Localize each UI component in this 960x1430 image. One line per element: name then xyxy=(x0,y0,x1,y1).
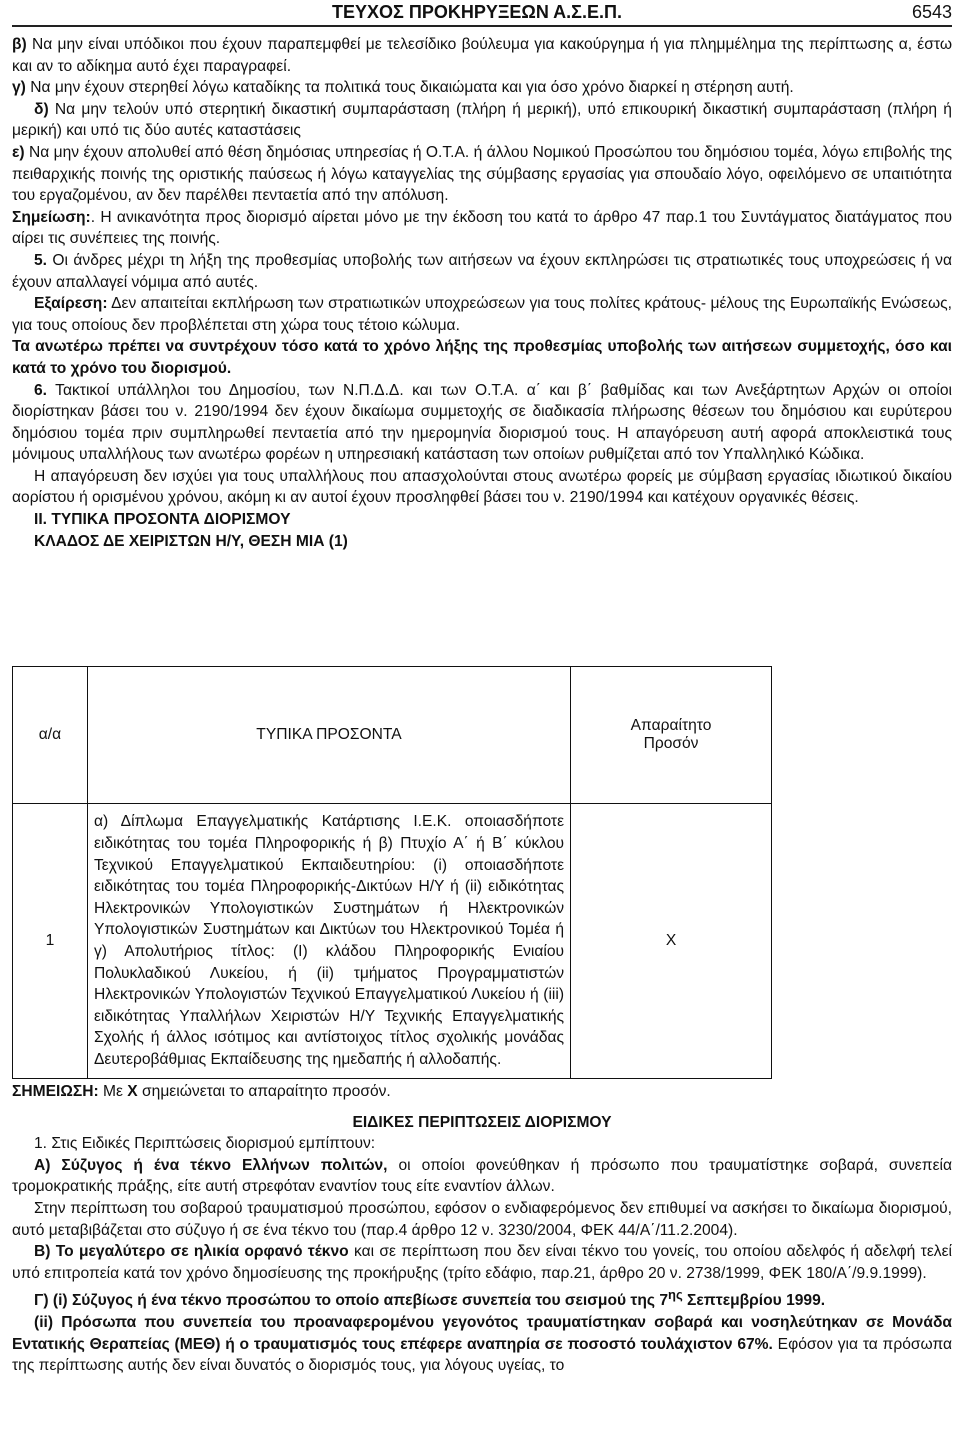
table-row xyxy=(13,804,772,1079)
paragraph-5: 5. Οι άνδρες μέχρι τη λήξη της προθεσμίας υποβολής των αιτήσεων να έχουν εκπληρώσει τις στρατιωτικές τους υποχρεώσεις ή να έχουν απαλλαγεί νόμιμα από αυτές. xyxy=(12,251,952,291)
row-qualification-text: α) Δίπλωμα Επαγγελματικής Κατάρτισης Ι.Ε.Κ. οποιασδήποτε ειδικότητας του τομέα Πληροφορικής ή β) Πτυχίο Α΄ ή Β΄ κύκλου Τεχνικού Επαγγελματικού Εκπαιδευτηρίου: (i) οποιασδήποτε ειδικότητας του τομέα Πληροφορικής-Δικτύων Η/Υ ή (ii) ειδικότητας Ηλεκτρονικών Υπολογιστικών Συστημάτων ή Ηλεκτρονικών Υπολογιστικών Συστημάτων και Δικτύων του Ηλεκτρονικού Τομέα ή γ) Απολυτήριος τίτλος: (I) κλάδου Πληροφορικής Ενιαίου Πολυκλαδικού Λυκείου, ή (ii) τμήματος Προγραμματιστών Ηλεκτρονικών Υπολογιστών Τεχνικού Επαγγελματικού Λυκείου ή (iii) ειδικότητας Υπαλλήλων Χειριστών Η/Υ Τεχνικής Επαγγελματικής Σχολής ή άλλος ισότιμος και αντίστοιχος τίτλος σχολικής μονάδας Δευτεροβάθμιας Εκπαίδευσης της ημεδαπής ή αλλοδαπής. xyxy=(87,804,570,1079)
paragraph-e: ε) Να μην έχουν απολυθεί από θέση δημόσιας υπηρεσίας ή Ο.Τ.Α. ή άλλου Νομικού Προσώπου του δημόσιου τομέα, λόγω επιβολής της πειθαρχικής ποινής της οριστικής παύσεως ή λόγω καταγγελίας της σύμβασης εργασίας για σπουδαίο λόγο, οφειλόμενο σε υπαιτιότητα του εργαζομένου, αν δεν παρέλθει πενταετία από την απόλυση. xyxy=(12,143,952,205)
header-rule xyxy=(12,25,952,27)
running-header xyxy=(12,0,952,22)
header-main: ΤΥΠΙΚΑ ΠΡΟΣΟΝΤΑ xyxy=(87,667,570,804)
paragraph-d: δ) Να μην τελούν υπό στερητική δικαστική συμπαράσταση (πλήρη ή μερική), υπό επικουρική δικαστική συμπαράσταση (πλήρη ή μερική) και υπό τις δύο αυτές καταστάσεις xyxy=(12,100,952,140)
paragraph-6: 6. Τακτικοί υπάλληλοι του Δημοσίου, των Ν.Π.Δ.Δ. και των Ο.Τ.Α. α΄ και β΄ βαθμίδας και των Ανεξάρτητων Αρχών οι οποίοι διορίστηκαν βάσει του ν. 2190/1994 δεν έχουν δικαίωμα συμμετοχής σε διαδικασία πλήρωσης θέσεων του δημόσιου και ευρύτερου δημόσιου τομέα πριν συμπληρωθεί πενταετία από την ημερομηνία διορισμού τους. Η απαγόρευση αυτή αφορά αποκλειστικά τους μόνιμους υπαλλήλους των ανωτέρω φορέων η υπηρεσιακή κατάσταση των οποίων ρυθμίζεται από τον Υπαλληλικό Κώδικα. xyxy=(12,381,952,464)
special-intro: 1. Στις Ειδικές Περιπτώσεις διορισμού εμπίπτουν: xyxy=(34,1135,376,1153)
special-a2: Στην περίπτωση του σοβαρού τραυματισμού προσώπου, εφόσον ο ενδιαφερόμενος δεν επιθυμεί να ασκήσει το δικαίωμα διορισμού, αυτό μεταβιβάζεται στο σύζυγο ή σε ένα τέκνο του (παρ.4 άρθρο 12 ν. 3230/2004, ΦΕΚ 44/Α΄/11.2.2004). xyxy=(12,1199,952,1239)
section-title: ΙΙ. ΤΥΠΙΚΑ ΠΡΟΣΟΝΤΑ ΔΙΟΡΙΣΜΟΥ xyxy=(34,511,291,529)
table-note: ΣΗΜΕΙΩΣΗ: Με Χ σημειώνεται το απαραίτητο προσόν. xyxy=(12,1083,391,1100)
row-required-mark: Χ xyxy=(571,804,772,1079)
special-a: Α) Σύζυγος ή ένα τέκνο Ελλήνων πολιτών, οι οποίοι φονεύθηκαν ή πρόσωπο που τραυματίστηκε σοβαρά, συνεπεία τρομοκρατικής πράξης, είτε αυτή στρεφόταν εναντίον τους είτε εναντίον άλλων. xyxy=(12,1156,952,1196)
bold-requirement: Τα ανωτέρω πρέπει να συντρέχουν τόσο κατά το χρόνο λήξης της προθεσμίας υποβολής των αιτήσεων συμμετοχής, όσο και κατά το χρόνο του διορισμού. xyxy=(12,338,952,377)
special-b: Β) Το μεγαλύτερο σε ηλικία ορφανό τέκνο και σε περίπτωση που δεν είναι τέκνο του γονείς, του οποίου αδελφός ή αδελφή τελεί υπό επιτροπεία κατά τον χρόνο δημοσίευσης της προκήρυξης (τρίτο εδάφιο, παρ.21, άρθρο 20 ν. 2738/1999, ΦΕΚ 180/Α΄/9.9.1999). xyxy=(12,1243,952,1282)
note-1: Σημείωση:. Η ανικανότητα προς διορισμό αίρεται μόνο με την έκδοση του κατά το άρθρο 47 παρ.1 του Συντάγματος διατάγματος που αίρει τις συνέπειες της ποινής. xyxy=(12,208,952,248)
lower-text xyxy=(12,1081,952,1377)
special-cases-title: ΕΙΔΙΚΕΣ ΠΕΡΙΠΤΩΣΕΙΣ ΔΙΟΡΙΣΜΟΥ xyxy=(352,1113,612,1131)
body-text xyxy=(12,34,952,552)
special-g-ii: (ii) Πρόσωπα που συνεπεία του προαναφερομένου γεγονότος τραυματίστηκαν σοβαρά και νοσηλεύτηκαν σε Μονάδα Εντατικής Θεραπείας (ΜΕΘ) ή ο τραυματισμός τους επέφερε αναπηρία σε ποσοστό τουλάχιστον 67%. Εφόσον για τα πρόσωπα της περίπτωσης αυτής δεν είναι δυνατός ο διορισμός τους, για λόγους υγείας, το xyxy=(12,1314,952,1375)
special-g-i: Γ) (i) Σύζυγος ή ένα τέκνο προσώπου το οποίο απεβίωσε συνεπεία του σεισμού της $7^{\eta\varsigma}$ Σεπτεμβρίου 1999. xyxy=(34,1287,826,1310)
paragraph-g: γ) Να μην έχουν στερηθεί λόγω καταδίκης τα πολιτικά τους δικαιώματα και για όσο χρόνο διαρκεί η στέρηση αυτή. xyxy=(12,79,794,97)
row-aa: 1 xyxy=(13,804,88,1079)
document-page xyxy=(12,0,952,22)
header-aa: α/α xyxy=(13,667,88,804)
table-header-row xyxy=(13,667,772,804)
paragraph-b: β) Να μην είναι υπόδικοι που έχουν παραπεμφθεί με τελεσίδικο βούλευμα για κακούργημα ή για πλημμέλημα της περίπτωσης α, έστω και αν το αδίκημα αυτό έχει παραγραφεί. xyxy=(12,36,952,75)
exception: Εξαίρεση: Δεν απαιτείται εκπλήρωση των στρατιωτικών υποχρεώσεων για τους πολίτες κράτους- μέλους της Ευρωπαϊκής Ενώσεως, για τους οποίους δεν προβλέπεται στη χώρα τους τέτοιο κώλυμα. xyxy=(12,295,952,334)
header-required: Απαραίτητο Προσόν xyxy=(571,667,772,804)
page-number: 6543 xyxy=(911,2,952,22)
header-title: ΤΕΥΧΟΣ ΠΡΟΚΗΡΥΞΕΩΝ Α.Σ.Ε.Π. xyxy=(332,2,622,22)
qualifications-table xyxy=(12,666,772,1079)
section-subtitle: ΚΛΑΔΟΣ ΔΕ ΧΕΙΡΙΣΤΩΝ Η/Υ, ΘΕΣΗ ΜΙΑ (1) xyxy=(34,532,348,550)
paragraph-6b: Η απαγόρευση δεν ισχύει για τους υπαλλήλους που απασχολούνται στους ανωτέρω φορείς με σύμβαση εργασίας ιδιωτικού δικαίου αορίστου ή ορισμένου χρόνου, ακόμη κι αν αυτοί έχουν προσληφθεί βάσει του ν. 2190/1994 και κατέχουν οργανικές θέσεις. xyxy=(12,467,952,507)
